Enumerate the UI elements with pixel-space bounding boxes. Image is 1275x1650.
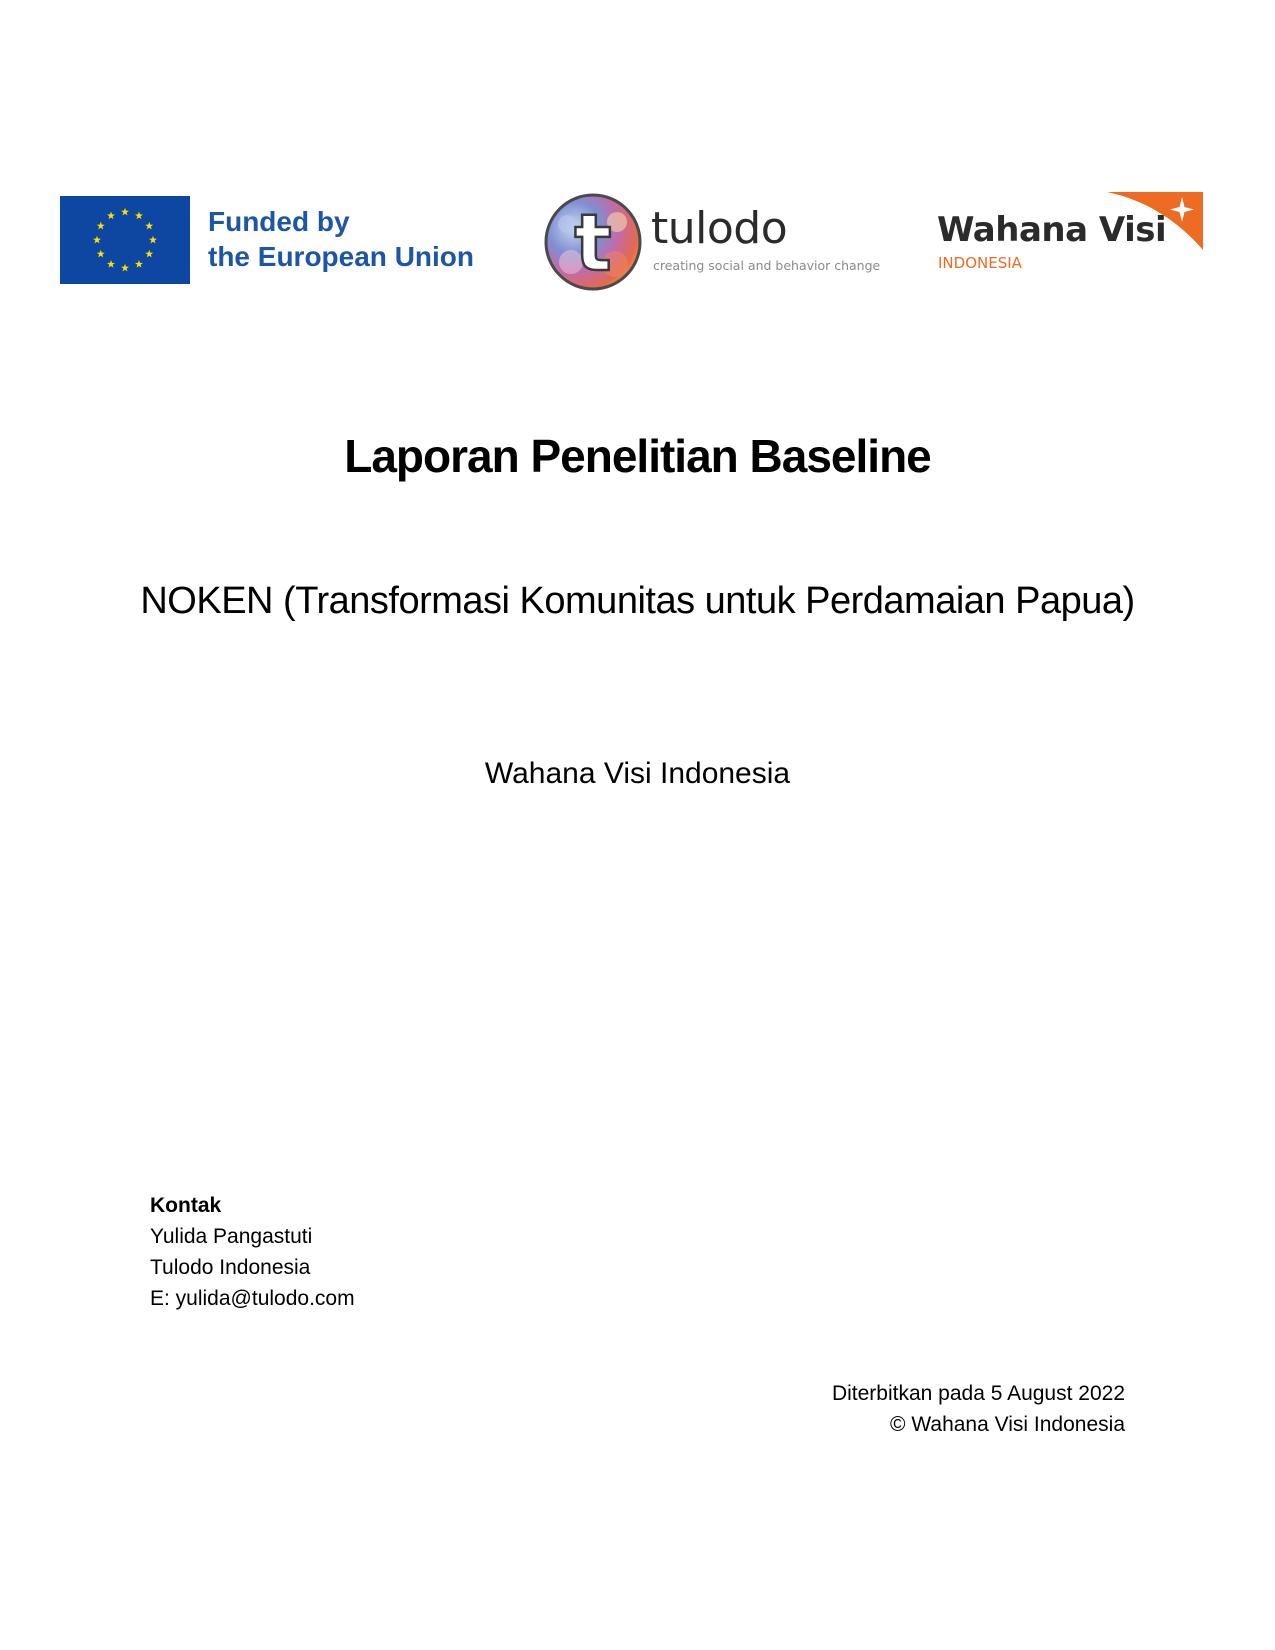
eu-stars-icon <box>60 196 190 284</box>
eu-star-icon <box>121 208 129 216</box>
eu-star-icon <box>107 212 115 220</box>
wvi-wordmark: Wahana Visi <box>937 210 1167 250</box>
project-subtitle: NOKEN (Transformasi Komunitas untuk Perdamaian Papua) <box>140 580 1135 622</box>
contact-name: Yulida Pangastuti <box>150 1225 313 1248</box>
contact-block <box>150 1190 355 1314</box>
contact-email: E: yulida@tulodo.com <box>150 1287 355 1310</box>
tulodo-badge-icon <box>543 192 643 292</box>
eu-star-icon <box>93 236 101 244</box>
tulodo-wordmark: tulodo <box>651 203 788 254</box>
report-title: Laporan Penelitian Baseline <box>344 430 931 482</box>
publication-info <box>832 1378 1125 1440</box>
contact-organization: Tulodo Indonesia <box>150 1256 311 1279</box>
wvi-country: INDONESIA <box>938 254 1022 272</box>
tulodo-logo <box>543 192 883 292</box>
eu-line-2: the European Union <box>208 241 474 272</box>
eu-star-icon <box>97 222 105 230</box>
publication-date: Diterbitkan pada 5 August 2022 <box>831 1382 1125 1405</box>
eu-star-icon <box>149 236 157 244</box>
eu-star-icon <box>97 250 105 258</box>
organization-name: Wahana Visi Indonesia <box>484 757 791 790</box>
tulodo-tagline: creating social and behavior change <box>653 258 881 273</box>
eu-star-icon <box>145 222 153 230</box>
eu-star-icon <box>145 250 153 258</box>
eu-line-1: Funded by <box>208 206 350 237</box>
eu-flag-icon <box>60 196 190 284</box>
eu-star-icon <box>135 260 143 268</box>
wahana-visi-logo <box>935 192 1210 282</box>
eu-star-icon <box>135 212 143 220</box>
eu-star-icon <box>107 260 115 268</box>
eu-star-icon <box>121 264 129 272</box>
eu-funding-logo <box>60 196 490 286</box>
tulodo-t-letter: t <box>574 199 612 289</box>
copyright-line: © Wahana Visi Indonesia <box>890 1413 1125 1436</box>
eu-funding-text <box>208 204 474 274</box>
contact-heading: Kontak <box>150 1194 222 1217</box>
